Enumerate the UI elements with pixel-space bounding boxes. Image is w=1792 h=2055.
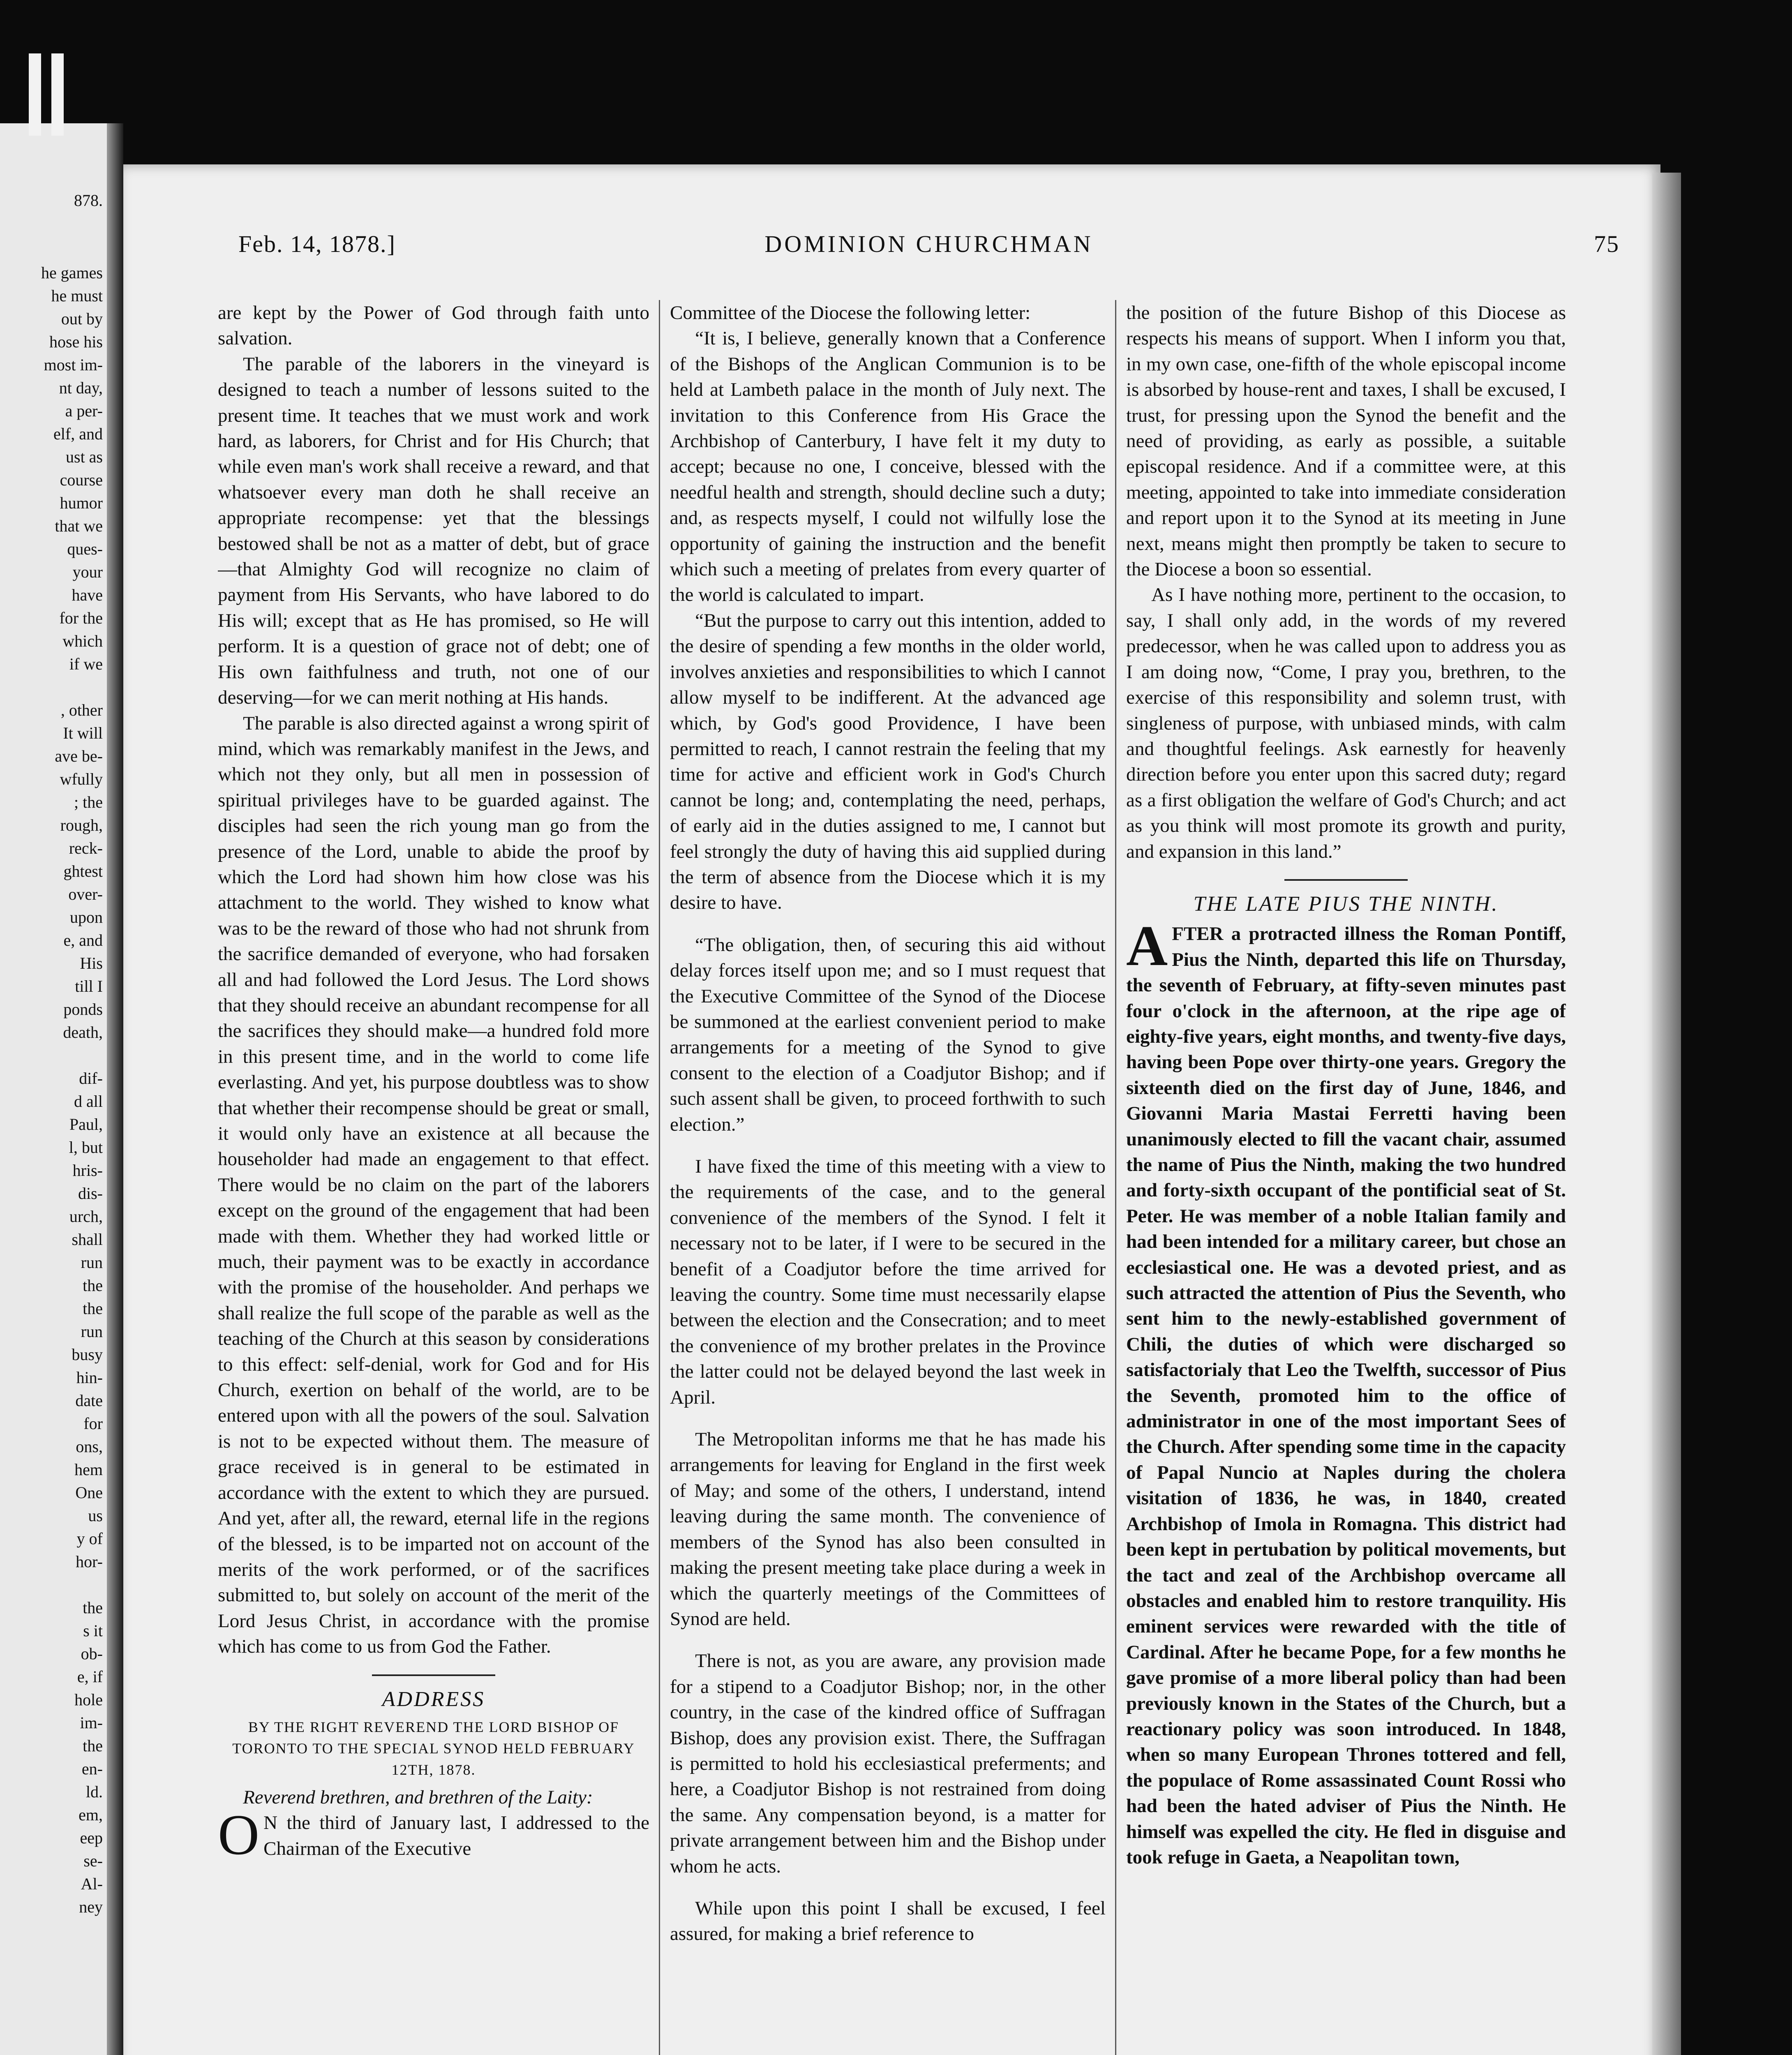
facing-page-strip bbox=[0, 123, 107, 2055]
registration-mark bbox=[29, 53, 41, 136]
facing-page-line: out by bbox=[61, 309, 103, 328]
facing-page-line: nt day, bbox=[59, 379, 103, 397]
facing-page-line: ave be- bbox=[55, 747, 103, 765]
facing-page-line: dif- bbox=[79, 1069, 103, 1088]
facing-page-line: e, if bbox=[77, 1667, 103, 1686]
facing-page-line: ons, bbox=[76, 1437, 103, 1456]
facing-page-line: , other bbox=[60, 701, 103, 719]
facing-page-line: ; the bbox=[74, 793, 103, 811]
page-edge-shadow bbox=[1652, 173, 1681, 2055]
facing-page-line bbox=[0, 676, 103, 699]
facing-page-line: urch, bbox=[69, 1207, 103, 1226]
facing-page-line: run bbox=[81, 1322, 103, 1341]
facing-page-line: the bbox=[83, 1299, 103, 1318]
facing-page-number: 878. bbox=[74, 191, 103, 210]
address-salutation: Reverend brethren, and brethren of the Laity: bbox=[243, 1786, 593, 1808]
facing-page-line: d all bbox=[74, 1092, 103, 1111]
address-heading: ADDRESS bbox=[382, 1687, 485, 1711]
facing-page-line: humor bbox=[60, 494, 103, 512]
facing-page-text bbox=[0, 261, 103, 1919]
paragraph: the position of the future Bishop of this Diocese as respects his means of support. When I inform you that, in my own case, one-fifth of the whole episcopal income is absorbed by house-rent and taxes, I shall be excused, I trust, for pressing upon the Synod the benefit and the need of providing, as early as possible, a suitable episcopal residence. And if a committee were, at this meeting, appointed to take into immediate consideration and report upon it to the Synod at its meeting in June next, means might then promptly be taken to secure to the Diocese a boon so essential. bbox=[1126, 302, 1566, 580]
facing-page-line: shall bbox=[72, 1230, 103, 1249]
column-2 bbox=[670, 300, 1106, 2055]
facing-page-line: course bbox=[60, 471, 103, 489]
facing-page-line: death, bbox=[63, 1023, 103, 1041]
facing-page-line: run bbox=[81, 1253, 103, 1272]
column-rule bbox=[659, 300, 660, 2055]
column-3 bbox=[1126, 300, 1566, 2055]
binding-gutter bbox=[107, 123, 123, 2055]
drop-cap: O bbox=[218, 1803, 260, 1867]
facing-page-line: for bbox=[83, 1414, 103, 1433]
section-divider bbox=[1284, 879, 1408, 881]
facing-page-line: over- bbox=[68, 885, 103, 903]
facing-page-line: ghtest bbox=[63, 862, 103, 880]
facing-page-line: e, and bbox=[63, 931, 103, 949]
facing-page-fragments bbox=[0, 189, 103, 1919]
facing-page-line: the bbox=[83, 1598, 103, 1617]
pius-heading: THE LATE PIUS THE NINTH. bbox=[1193, 892, 1499, 916]
facing-page-line: he games bbox=[41, 263, 103, 282]
facing-page-line: elf, and bbox=[53, 425, 103, 443]
registration-mark bbox=[51, 53, 64, 136]
facing-page-line: most im- bbox=[44, 356, 103, 374]
facing-page-line: hor- bbox=[76, 1552, 103, 1571]
facing-page-line: ob- bbox=[81, 1644, 103, 1663]
paragraph: “But the purpose to carry out this intention, added to the desire of spending a few months in the older world, involves anxieties and responsibilities to which I cannot allow myself to be indifferent. At the advanced age which, by God's good Providence, I have been permitted to reach, I cannot restrain the feeling that my time for active and efficient work in God's Church cannot be long; and, contemplating the need, perhaps, of early aid in the duties assigned to me, I cannot but feel strongly the duty of having this aid supplied during the term of absence from the Diocese which it is my desire to have. bbox=[670, 610, 1106, 914]
facing-page-line: busy bbox=[72, 1345, 103, 1364]
facing-page-line: the bbox=[83, 1276, 103, 1295]
facing-page-line: till I bbox=[75, 977, 103, 995]
paragraph: “The obligation, then, of securing this aid without delay forces itself upon me; and so I must request that the Executive Committee of the Synod of the Diocese be summoned at the earliest convenient period to make arrangements for a meeting of the Synod to give consent to the election of a Coadjutor Bishop; and if such assent shall be given, to proceed forthwith to such election.” bbox=[670, 934, 1106, 1135]
address-byline: BY THE RIGHT REVEREND THE LORD BISHOP OF TORONTO TO THE SPECIAL SYNOD HELD FEBRUARY 12TH, 1878. bbox=[232, 1718, 635, 1778]
address-opening-paragraph bbox=[218, 1803, 649, 1867]
facing-page-line: for the bbox=[59, 609, 103, 627]
column-rule bbox=[1115, 300, 1116, 2055]
facing-page-line bbox=[0, 1044, 103, 1067]
facing-page-line: em, bbox=[79, 1806, 103, 1824]
facing-page-line: y of bbox=[76, 1529, 103, 1548]
facing-page-line: if we bbox=[69, 655, 103, 673]
facing-page-line: hem bbox=[74, 1460, 103, 1479]
section-divider bbox=[372, 1674, 495, 1676]
address-opening-text: N the third of January last, I addressed to the Chairman of the Executive bbox=[263, 1812, 649, 1859]
facing-page-line: ponds bbox=[63, 1000, 103, 1018]
newspaper-page bbox=[123, 164, 1660, 2055]
facing-page-line: ust as bbox=[66, 448, 103, 466]
facing-page-line: se- bbox=[83, 1852, 103, 1870]
paragraph: As I have nothing more, pertinent to the occasion, to say, I shall only add, in the words of my revered predecessor, when he was called upon to address you as I am doing now, “Come, I pray you, brethren, to the exercise of this responsibility and solemn trust, with singleness of purpose, with unbiased minds, with calm and thoughtful feelings. Ask earnestly for heavenly direction before you enter upon this sacred duty; regard as a first obligation the welfare of God's Church; and act as you think will most promote its growth and purity, and expansion in this land.” bbox=[1126, 584, 1566, 862]
facing-page-line: he must bbox=[51, 286, 103, 305]
facing-page-line: ld. bbox=[85, 1783, 103, 1801]
facing-page-line: hris- bbox=[72, 1161, 103, 1180]
paragraph: I have fixed the time of this meeting with a view to the requirements of the case, and to the general convenience of the members of the Synod. I felt it necessary not to be later, if I were to be secured in the benefit of a Coadjutor before the time arrived for leaving the country. Some time must necessarily elapse between the election and the Consecration; and to meet the convenience of my brother prelates in the Province the latter could not be delayed beyond the last week in April. bbox=[670, 1156, 1106, 1408]
paragraph: There is not, as you are aware, any provision made for a stipend to a Coadjutor Bishop; nor, in the other country, in the case of the kindred office of Suffragan Bishop, does any provision exist. There, the Suffragan is permitted to hold his ecclesiastical preferments; and here, a Coadjutor Bishop is not restrained from doing the same. Any compensation beyond, is a matter for private arrangement between him and the Bishop under whom he acts. bbox=[670, 1650, 1106, 1877]
issue-date: Feb. 14, 1878.] bbox=[238, 231, 396, 257]
facing-page-line: rough, bbox=[60, 816, 103, 834]
paragraph: are kept by the Power of God through faith unto salvation. bbox=[218, 302, 649, 349]
facing-page-line: l, but bbox=[69, 1138, 103, 1157]
facing-page-line: which bbox=[62, 632, 103, 650]
facing-page-line: hose his bbox=[49, 332, 103, 351]
paragraph: The parable is also directed against a wrong spirit of mind, which was remarkably manifest in the Jews, and which not they only, but all men in possession of spiritual privileges have to be guarded against. The disciples had seen the rich young man go from the presence of the Lord, unable to abide the proof by which the Lord had shown him how close was his attachment to the world. They wished to know what was to be the reward of those who had not shrunk from the sacrifice demanded of everyone, who had forsaken all and had followed the Lord Jesus. The Lord shows that they should receive an abundant recompense for all the sacrifices they should make—a hundred fold more in this present time, and in the world to come life everlasting. And yet, his purpose doubtless was to show that whether their recompense should be great or small, it would only have an existence at all because the householder had made an engagement to that effect. There would be no claim on the part of the laborers except on the ground of the engagement that had been made with them. Whether they had worked little or much, their payment was to be exactly in accordance with the promise of the householder. And perhaps we shall realize the full scope of the parable as well as the teaching of the Church at this season by considerations to this effect: self-denial, work for God and for His Church, exertion on behalf of the world, are to be entered upon with all the powers of the soul. Salvation is not to be expected without them. The measure of grace received is in general to be estimated in accordance with the extent to which they are pursued. And yet, after all, the reward, eternal life in the regions of the blessed, is to be imparted not on account of the merits of the work performed, or of the sacrifices submitted to, but solely on account of the merit of the Lord Jesus Christ, in accordance with the promise which has come to us from God the Father. bbox=[218, 712, 649, 1658]
facing-page-line: dis- bbox=[78, 1184, 103, 1203]
facing-page-line: s it bbox=[83, 1621, 103, 1640]
pius-article-paragraph bbox=[1126, 914, 1566, 1870]
facing-page-line: It will bbox=[63, 724, 103, 742]
column-1 bbox=[218, 300, 649, 2055]
paragraph: Committee of the Diocese the following letter: bbox=[670, 302, 1031, 323]
facing-page-line: a per- bbox=[65, 402, 103, 420]
facing-page-line: reck- bbox=[69, 839, 103, 857]
facing-page-line: date bbox=[75, 1391, 103, 1410]
facing-page-line: im- bbox=[80, 1713, 103, 1732]
facing-page-line: the bbox=[83, 1736, 103, 1755]
facing-page-line: Al- bbox=[81, 1875, 103, 1893]
pius-article-text: FTER a protracted illness the Roman Pontiff, Pius the Ninth, departed this life on Thursday, the seventh of February, at fifty-seven minutes past four o'clock in the afternoon, at the ripe age of eighty-five years, eight months, and twenty-five days, having been Pope over thirty-one years. Gregory the sixteenth died on the first day of June, 1846, and Giovanni Maria Mastai Ferretti having been unanimously elected to fill the vacant chair, assumed the name of Pius the Ninth, making the two hundred and forty-sixth occupant of the pontificial seat of St. Peter. He was member of a noble Italian family and had been intended for a military career, but chose an ecclesiastical one. He was a devoted priest, and as such attracted the attention of Pius the Seventh, who sent him to the newly-established government of Chili, the duties of which were discharged so satisfactorialy that Leo the Twelfth, successor of Pius the Seventh, promoted him to the office of administrator in one of the most important Sees of the Church. After spending some time in the capacity of Papal Nuncio at Naples during the cholera visitation of 1836, he was, in 1840, created Archbishop of Imola in Romagna. This district had been kept in pertubation by political movements, but the tact and zeal of the Archbishop overcame all obstacles and enabled him to restore tranquility. His eminent services were rewarded with the title of Cardinal. After he became Pope, for a few months he gave promise of a more liberal policy than had been previously known in the States of the Church, but a reactionary policy was soon introduced. In 1848, when so many European Thrones tottered and fell, the populace of Rome assassinated Count Rossi who had been the hated adviser of Pius the Ninth. He himself was expelled the city. He fled in disguise and took refuge in Gaeta, a Neapolitan town, bbox=[1126, 923, 1566, 1868]
page-number: 75 bbox=[1594, 231, 1619, 257]
facing-page-line: have bbox=[72, 586, 103, 604]
facing-page-line: hin- bbox=[76, 1368, 103, 1387]
facing-page-line: ques- bbox=[67, 540, 103, 558]
facing-page-line: your bbox=[72, 563, 103, 581]
drop-cap: A bbox=[1126, 914, 1168, 978]
facing-page-line: us bbox=[88, 1506, 103, 1525]
page-header bbox=[238, 226, 1619, 263]
facing-page-line: that we bbox=[55, 517, 103, 535]
facing-page-line: ney bbox=[79, 1898, 103, 1916]
facing-page-line bbox=[0, 1573, 103, 1596]
paragraph: The parable of the laborers in the vineyard is designed to teach a number of lessons suited to the present time. It teaches that we must work and work hard, as laborers, for Christ and for His Church; that while even man's work shall receive a reward, and that whatsoever every man doth he shall receive an appropriate recompense: yet that the blessings bestowed shall be not as a matter of debt, but of grace—that Almighty God will recognize no claim of payment from His Servants, who have labored to do His will; except that as He has promised, so He will perform. It is a question of grace not of debt; one of His own faithfulness and truth, not one of our deserving—for we can merit nothing at His hands. bbox=[218, 353, 649, 709]
paragraph: While upon this point I shall be excused, I feel assured, for making a brief reference to bbox=[670, 1897, 1106, 1945]
paragraph: “It is, I believe, generally known that a Conference of the Bishops of the Anglican Communion is to be held at Lambeth palace in the month of July next. The invitation to this Conference from His Grace the Archbishop of Canterbury, I have felt it my duty to accept; because no one, I conceive, blessed with the needful health and strength, should decline such a duty; and, as respects myself, I could not wilfully lose the opportunity of gaining the instruction and the benefit which such a meeting of prelates from every quarter of the world is calculated to impart. bbox=[670, 328, 1106, 606]
facing-page-line: hole bbox=[74, 1690, 103, 1709]
facing-page-line: His bbox=[80, 954, 103, 972]
facing-page-line: eep bbox=[80, 1829, 103, 1847]
facing-page-line: en- bbox=[81, 1759, 103, 1778]
facing-page-line: wfully bbox=[60, 770, 103, 788]
facing-page-line: Paul, bbox=[69, 1115, 103, 1134]
facing-page-line: One bbox=[75, 1483, 103, 1502]
paragraph: The Metropolitan informs me that he has made his arrangements for leaving for England in the first week of May; and some of the others, I understand, intend leaving during the same month. The convenience of members of the Synod has also been consulted in making the present meeting take place during a week in which the quarterly meetings of the Committees of Synod are held. bbox=[670, 1429, 1106, 1630]
facing-page-line: upon bbox=[70, 908, 103, 926]
publication-title: DOMINION CHURCHMAN bbox=[764, 231, 1093, 257]
